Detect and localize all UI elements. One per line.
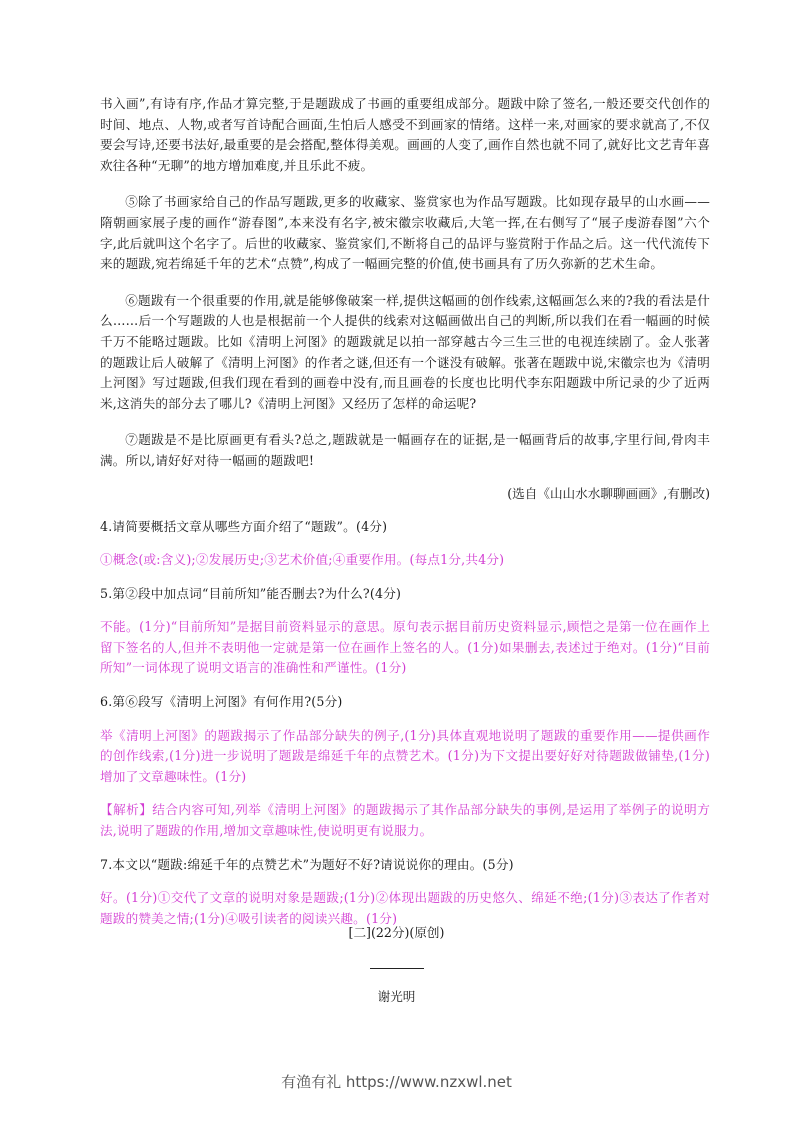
paragraph-5: ⑤除了书画家给自己的作品写题跋,更多的收藏家、鉴赏家也为作品写题跋。比如现存最早的山水画——隋朝画家展子虔的画作“游春图”,本来没有名字,被宋徽宗收藏后,大笔一挥,在右侧写了“展子虔游春图”六个字,此后就叫这个名字了。后世的收藏家、鉴赏家们,不断将自己的品评与鉴赏附于作品之后。这一代代流传下来的题跋,宛若绵延千年的艺术“点赞”,构成了一幅画完整的价值,使书画具有了历久弥新的艺术生命。 bbox=[100, 194, 710, 272]
article-source: (选自《山山水水聊聊画画》,有删改) bbox=[507, 485, 710, 501]
paragraph-continued: 书入画”,有诗有序,作品才算完整,于是题跋成了书画的重要组成部分。题跋中除了签名,一般还要交代创作的时间、地点、人物,或者写首诗配合画面,生怕后人感受不到画家的情绪。这样一来,对画家的要求就高了,不仅要会写诗,还要书法好,最重要的是会搭配,整体得美观。画画的人变了,画作自然也就不同了,就好比文艺青年喜欢往各种“无聊”的地方增加难度,并且乐此不疲。 bbox=[100, 96, 710, 173]
question-6: 6.第⑥段写《清明上河图》有何作用?(5分) bbox=[100, 694, 343, 710]
answer-5: 不能。(1分)“目前所知”是据目前资料显示的意思。原句表示据目前历史资料显示,顾恺之是第一位在画作上留下签名的人,但并不表明他一定就是第一位在画作上签名的人。(1分)如果删去,表述过于绝对。(1分)“目前所知”一词体现了说明文语言的准确性和严谨性。(1分) bbox=[100, 619, 710, 676]
question-4: 4.请简要概括文章从哪些方面介绍了“题跋”。(4分) bbox=[100, 518, 388, 534]
document-page bbox=[100, 94, 710, 929]
answer-6: 举《清明上河图》的题跋揭示了作品部分缺失的例子,(1分)具体直观地说明了题跋的重要作用——提供画作的创作线索,(1分)进一步说明了题跋是绵延千年的点赞艺术。(1分)为下文提出要好好对待题跋做铺垫,(1分)增加了文章趣味性。(1分) bbox=[100, 727, 710, 784]
question-7: 7.本文以“题跋:绵延千年的点赞艺术”为题好不好?请说说你的理由。(5分) bbox=[100, 856, 514, 872]
answer-7: 好。(1分)①交代了文章的说明对象是题跋;(1分)②体现出题跋的历史悠久、绵延不绝;(1分)③表达了作者对题跋的赞美之情;(1分)④吸引读者的阅读兴趣。(1分) bbox=[100, 890, 710, 926]
answer-4: ①概念(或:含义);②发展历史;③艺术价值;④重要作用。(每点1分,共4分) bbox=[100, 552, 505, 568]
paragraph-7: ⑦题跋是不是比原画更有看头?总之,题跋就是一幅画存在的证据,是一幅画背后的故事,字里行间,骨肉丰满。所以,请好好对待一幅画的题跋吧! bbox=[100, 432, 710, 468]
footer-watermark: 有渔有礼 https://www.nzxwl.net bbox=[281, 1073, 512, 1091]
author-name: 谢光明 bbox=[377, 989, 416, 1004]
analysis-6: 【解析】结合内容可知,列举《清明上河图》的题跋揭示了其作品部分缺失的事例,是运用了举例子的说明方法,说明了题跋的作用,增加文章趣味性,使说明更有说服力。 bbox=[100, 802, 710, 839]
paragraph-6: ⑥题跋有一个很重要的作用,就是能够像破案一样,提供这幅画的创作线索,这幅画怎么来的?我的看法是什么……后一个写题跋的人也是根据前一个人提供的线索对这幅画做出自己的判断,所以我们在看一幅画的时候千万不能略过题跋。比如《清明上河图》的题跋就足以拍一部穿越古今三生三世的电视连续剧了。金人张著的题跋让后人破解了《清明上河图》的作者之谜,但还有一个谜没有破解。张著在题跋中说,宋徽宗也为《清明上河图》写过题跋,但我们现在看到的画卷中没有,而且画卷的长度也比明代李东阳题跋中所记录的少了近两米,这消失的部分去了哪儿?《清明上河图》又经历了怎样的命运呢? bbox=[100, 292, 710, 411]
question-5: 5.第②段中加点词“目前所知”能否删去?为什么?(4分) bbox=[100, 585, 402, 601]
title-blank-line bbox=[370, 968, 424, 969]
section-heading: [二](22分)(原创) bbox=[348, 925, 445, 940]
